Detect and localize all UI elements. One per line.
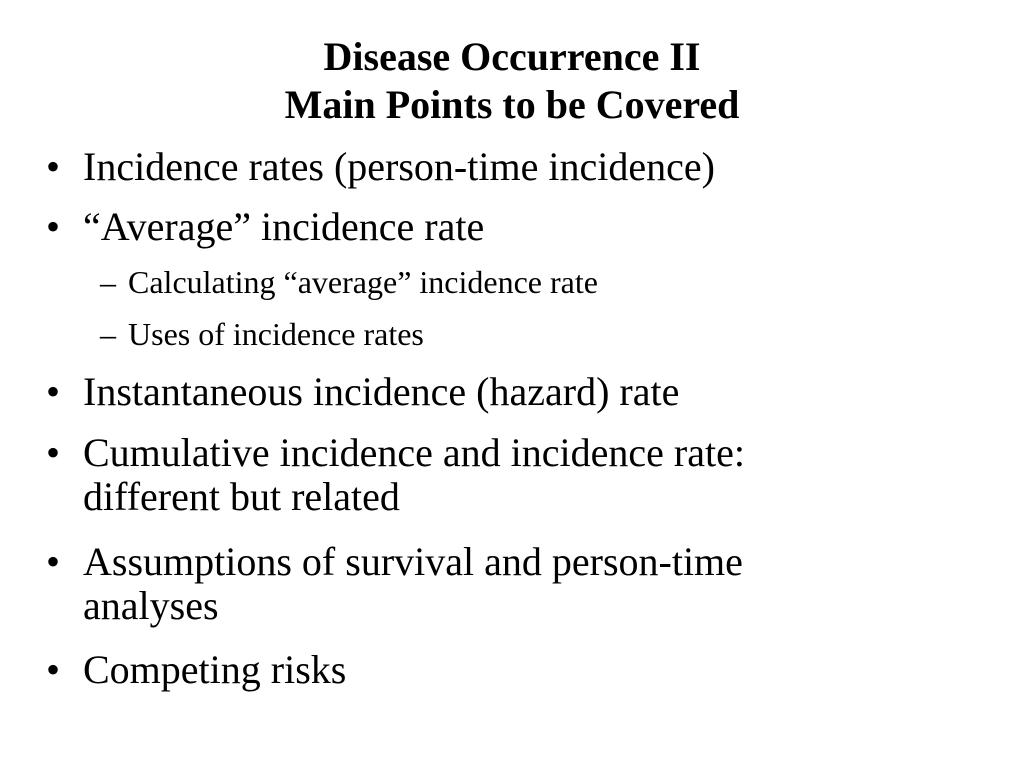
title-line-1: Disease Occurrence II [323,34,701,79]
bullet-text-line-2: analyses [83,583,219,628]
bullet-icon: • [46,430,61,475]
bullet-text-line-1: Assumptions of survival and person-time [83,539,743,584]
bullet-icon: • [46,369,61,414]
title-line-2: Main Points to be Covered [284,82,740,127]
dash-icon: – [100,316,116,352]
sub-bullet-text: Calculating “average” incidence rate [128,264,598,300]
bullet-text: Competing risks [83,647,347,692]
bullet-icon: • [46,539,61,584]
bullet-text: Incidence rates (person-time incidence) [83,144,715,189]
bullet-icon: • [46,144,61,189]
bullet-text [83,431,883,519]
bullet-icon: • [46,204,61,249]
bullet-text-line-1: Cumulative incidence and incidence rate: [83,430,745,475]
bullet-text-line-2: different but related [83,474,400,519]
slide-title [0,33,1024,129]
bullet-text: Instantaneous incidence (hazard) rate [83,369,680,414]
sub-bullet-text: Uses of incidence rates [128,316,424,352]
bullet-icon: • [46,647,61,692]
bullet-text [83,540,883,628]
dash-icon: – [100,264,116,300]
bullet-text: “Average” incidence rate [83,204,485,249]
